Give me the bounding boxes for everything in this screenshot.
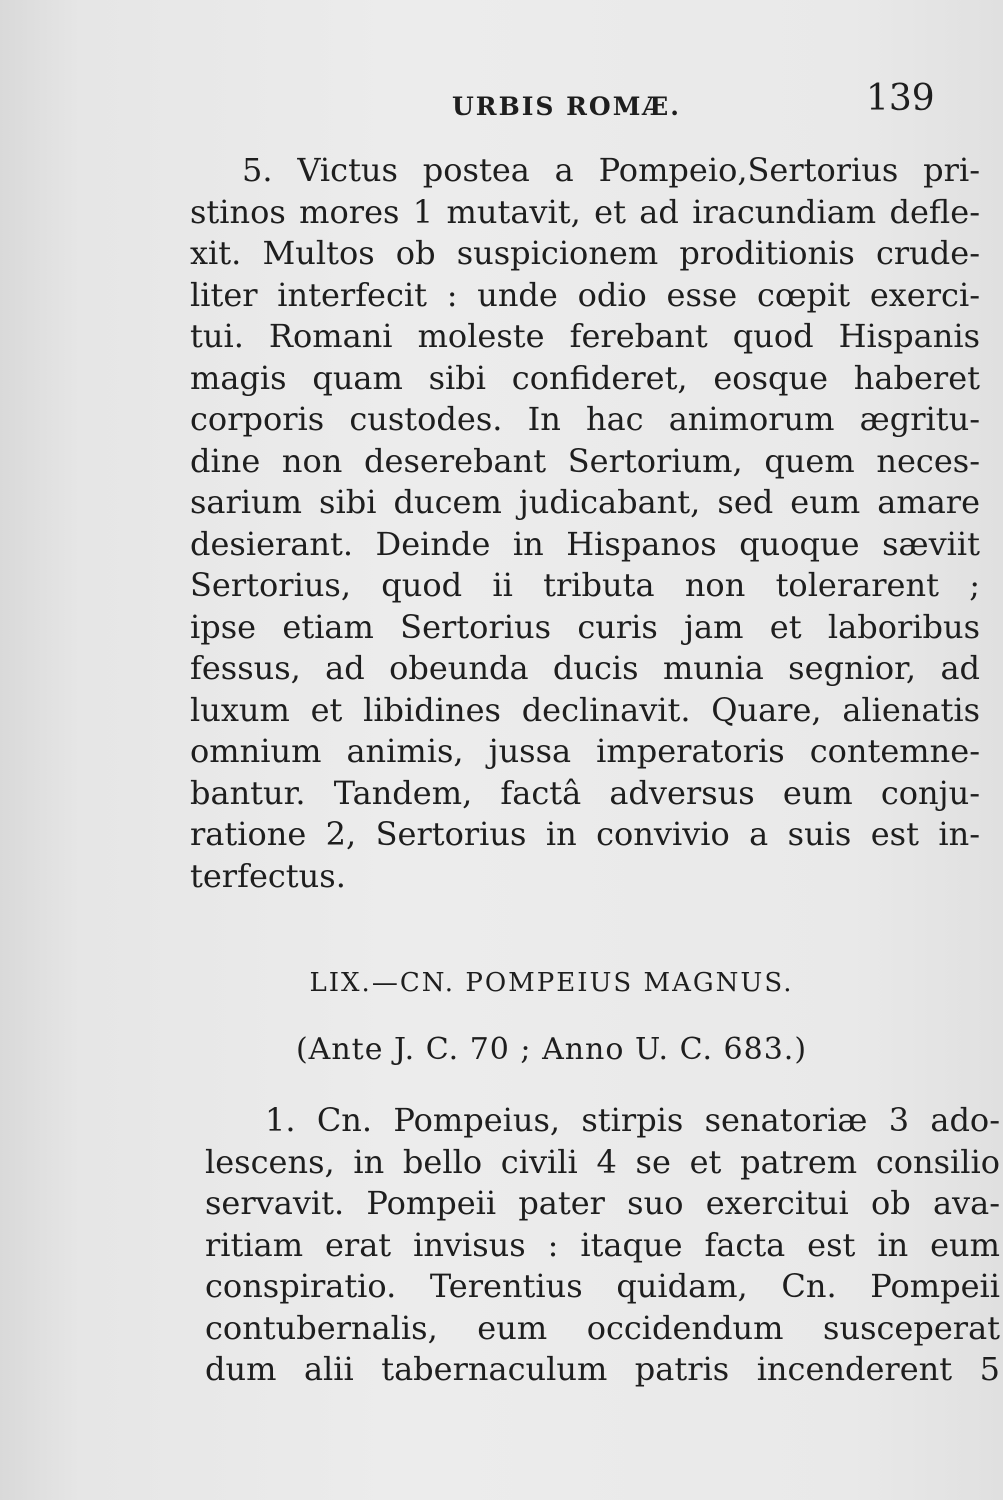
section-5-paragraph xyxy=(190,150,980,897)
text-line: dine non deserebant Sertorium, quem neces- xyxy=(190,441,980,480)
text-line: fessus, ad obeunda ducis munia segnior, ad xyxy=(190,649,980,687)
text-line: 1. Cn. Pompeius, stirpis senatoriæ 3 ado- xyxy=(265,1101,1000,1139)
text-line: omnium animis, jussa imperatoris contemne- xyxy=(190,732,980,770)
text-line: contubernalis, eum occidendum susceperat xyxy=(205,1308,1000,1347)
chapter-date: (Ante J. C. 70 ; Anno U. C. 683.) xyxy=(295,1032,808,1067)
text-line: stinos mores 1 mutavit, et ad iracundiam defle- xyxy=(190,192,980,231)
text-line: lescens, in bello civili 4 se et patrem consilio xyxy=(205,1142,1000,1181)
text-line: bantur. Tandem, factâ adversus eum conju- xyxy=(190,773,980,812)
text-line: liter interfecit : unde odio esse cœpit exerci- xyxy=(190,275,980,314)
text-line: tui. Romani moleste ferebant quod Hispanis xyxy=(190,317,980,355)
text-line: corporis custodes. In hac animorum ægritu- xyxy=(190,400,980,438)
text-line: servavit. Pompeii pater suo exercitui ob ava- xyxy=(205,1184,1000,1222)
text-line: dum alii tabernaculum patris incenderent 5 xyxy=(205,1350,1000,1388)
text-line: magis quam sibi confideret, eosque haberet xyxy=(190,358,980,397)
text-line: desierant. Deinde in Hispanos quoque sæviit xyxy=(190,524,980,563)
page-number: 139 xyxy=(866,78,935,119)
text-line: ipse etiam Sertorius curis jam et laboribus xyxy=(190,607,980,646)
text-line: sarium sibi ducem judicabant, sed eum amare xyxy=(190,483,980,521)
text-line: Sertorius, quod ii tributa non tolerarent ; xyxy=(190,566,980,604)
running-head xyxy=(0,72,1003,132)
text-line: luxum et libidines declinavit. Quare, alienatis xyxy=(190,690,980,729)
text-line: ritiam erat invisus : itaque facta est in eum xyxy=(205,1225,1000,1264)
running-title: URBIS ROMÆ. xyxy=(452,92,681,121)
text-line: ratione 2, Sertorius in convivio a suis est in- xyxy=(190,815,980,853)
chapter-heading: LIX.—CN. POMPEIUS MAGNUS. xyxy=(309,968,794,998)
section-1-paragraph xyxy=(205,1100,1000,1391)
text-line: conspiratio. Terentius quidam, Cn. Pompeii xyxy=(205,1267,1000,1305)
text-line: terfectus. xyxy=(190,856,346,895)
text-line: xit. Multos ob suspicionem proditionis crude- xyxy=(190,234,980,272)
text-line: 5. Victus postea a Pompeio,Sertorius pri- xyxy=(242,151,980,189)
